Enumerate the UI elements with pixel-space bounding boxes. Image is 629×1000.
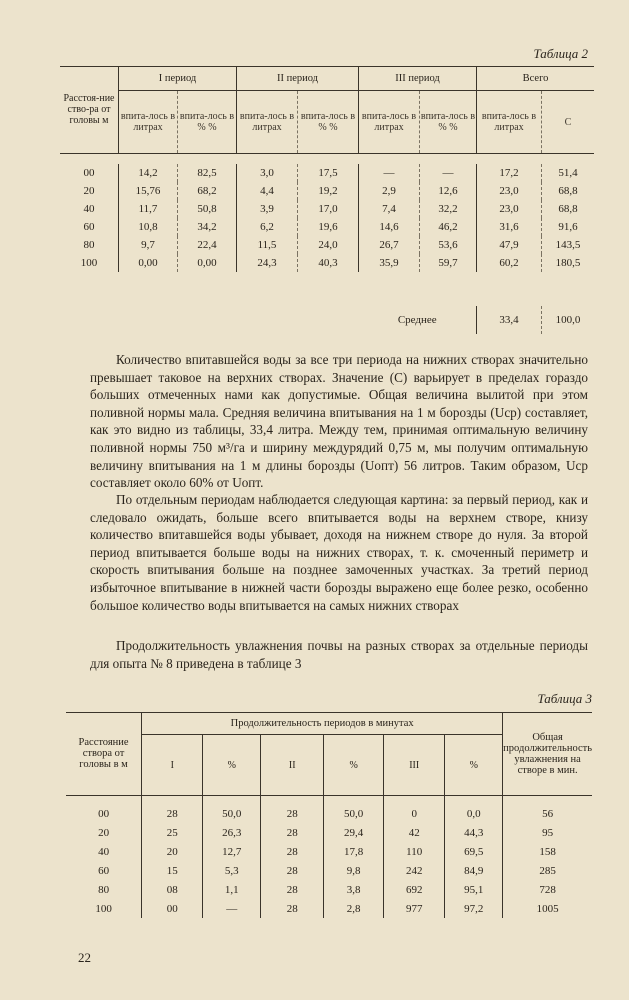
t2-cell: 53,6 [420,236,477,254]
t2-cell: 91,6 [542,218,595,236]
t2-cell: 47,9 [477,236,542,254]
table-2 [60,66,594,334]
paragraph-2: По отдельным периодам наблюдается следующая картина: за первый период, как и следовало ожидать, больше всего впитывается воды на верхнем створе, книзу количество впитавшейся воды убывает, доходя на нижнем створе до нуля. За второй период впитывается больше воды на нижних створах, т. к. смоченный периметр и скорость впитывания больше на позднее замоченных участках. За третий период избыточное впитывание в нижней части борозды выражено еще более резко, особенно большое количество воды впитывается на самых нижних створах [90,492,588,613]
t3-cell: — [203,899,261,918]
t3-cell: 42 [383,823,444,842]
t2-cell: 6,2 [237,218,298,236]
t2-cell: 23,0 [477,182,542,200]
t2-sub-liters: впита-лось в литрах [477,91,542,154]
t2-cell: 20 [83,185,95,197]
t3-cell: 158 [503,842,592,861]
t2-cell: 17,5 [298,164,359,182]
t2-cell: 34,2 [178,218,237,236]
t2-cell: 11,5 [237,236,298,254]
t3-head-col-5: III [383,735,444,796]
t2-cell: 17,2 [477,164,542,182]
t2-cell: 82,5 [178,164,237,182]
t2-cell: 12,6 [420,182,477,200]
t3-cell: 56 [503,796,592,824]
t2-cell: 3,9 [237,200,298,218]
t3-head-col-6: % [445,735,503,796]
t3-cell: 100 [95,902,112,915]
t2-head-distance: Расстоя-ние ство-ра от головы м [60,66,119,154]
table-row [66,823,592,842]
t3-cell: 285 [503,861,592,880]
t3-cell: 50,0 [203,796,261,824]
t3-cell: 80 [98,883,110,896]
t2-cell: 51,4 [542,164,595,182]
table-row [66,899,592,918]
t2-average-c: 100,0 [542,306,595,334]
t3-cell: 728 [503,880,592,899]
t2-cell: 68,8 [542,200,595,218]
t3-cell: 1005 [503,899,592,918]
page-number: 22 [78,950,91,965]
t2-cell: 4,4 [237,182,298,200]
t2-average-total: 33,4 [477,306,542,334]
t3-cell: 97,2 [445,899,503,918]
t2-cell: 143,5 [542,236,595,254]
t3-cell: 15 [142,861,203,880]
t3-cell: 20 [98,826,110,839]
t2-cell: 0,00 [178,254,237,272]
table-row [60,164,594,182]
table-row [66,861,592,880]
t3-cell: 692 [383,880,444,899]
t3-cell: 95,1 [445,880,503,899]
t2-average-row [60,306,594,334]
t2-head-period-2: II период [237,66,359,91]
t2-cell: 9,7 [119,236,178,254]
table-3-caption: Таблица 3 [537,691,592,706]
t2-cell: 32,2 [420,200,477,218]
t3-cell: 1,1 [203,880,261,899]
table-3 [66,712,592,918]
table-3-body [66,796,592,919]
t3-cell: 95 [503,823,592,842]
t2-head-period-1: I период [119,66,237,91]
t2-sub-liters: впита-лось в литрах [119,91,178,154]
t3-cell: 12,7 [203,842,261,861]
t3-cell: 110 [383,842,444,861]
t3-cell: 50,0 [324,796,384,824]
t3-cell: 84,9 [445,861,503,880]
t2-cell: 10,8 [119,218,178,236]
t3-head-total: Общая продолжительность увлажнения на створе в мин. [503,712,592,796]
t2-head-period-3: III период [359,66,477,91]
t2-cell: 68,8 [542,182,595,200]
table-row [60,182,594,200]
t2-cell: 15,76 [119,182,178,200]
t2-cell: 0,00 [119,254,178,272]
t3-cell: 977 [383,899,444,918]
t3-head-distance: Расстояние створа от головы в м [66,712,142,796]
table-row [60,218,594,236]
t2-cell: 7,4 [359,200,420,218]
t3-cell: 26,3 [203,823,261,842]
t2-cell: 26,7 [359,236,420,254]
t3-cell: 20 [142,842,203,861]
t2-cell: — [359,164,420,182]
table-row [60,200,594,218]
t3-cell: 00 [142,899,203,918]
t2-cell: 60 [83,221,95,233]
t2-sub-liters: впита-лось в литрах [359,91,420,154]
t2-cell: 80 [83,239,95,251]
t3-cell: 28 [261,796,324,824]
t3-cell: 5,3 [203,861,261,880]
t3-head-col-2: % [203,735,261,796]
t2-head-total: Всего [477,66,595,91]
t2-sub-pct: впита-лось в % % [298,91,359,154]
t3-cell: 2,8 [324,899,384,918]
t3-head-col-3: II [261,735,324,796]
t3-head-group: Продолжительность периодов в минутах [142,712,503,735]
t3-cell: 69,5 [445,842,503,861]
t3-cell: 60 [98,864,110,877]
t3-cell: 08 [142,880,203,899]
t3-cell: 40 [98,845,110,858]
t2-cell: 35,9 [359,254,420,272]
t3-cell: 44,3 [445,823,503,842]
t3-cell: 0 [383,796,444,824]
t3-cell: 0,0 [445,796,503,824]
t2-cell: 40,3 [298,254,359,272]
t2-cell: 19,2 [298,182,359,200]
t3-cell: 28 [261,880,324,899]
t2-cell: 14,6 [359,218,420,236]
t3-cell: 242 [383,861,444,880]
t2-sub-pct: впита-лось в % % [420,91,477,154]
paragraph-3: Продолжительность увлажнения почвы на разных створах за отдельные периоды для опыта № 8 приведена в таблице 3 [90,638,588,671]
t3-head-col-1: I [142,735,203,796]
t2-cell: 14,2 [119,164,178,182]
table-row [60,254,594,272]
table-2-body [60,154,594,335]
t3-cell: 9,8 [324,861,384,880]
t2-cell: 68,2 [178,182,237,200]
t2-cell: 100 [80,257,98,269]
t2-cell: 40 [83,203,95,215]
t2-sub-pct: впита-лось в % % [178,91,237,154]
t3-cell: 28 [142,796,203,824]
table-2-caption: Таблица 2 [533,46,588,61]
t3-cell: 00 [98,807,110,820]
t2-cell: 60,2 [477,254,542,272]
t2-cell: 17,0 [298,200,359,218]
t2-cell: 22,4 [178,236,237,254]
t2-cell: 11,7 [119,200,178,218]
t2-cell: 19,6 [298,218,359,236]
t3-cell: 28 [261,823,324,842]
t2-average-label: Среднее [397,314,437,326]
t3-cell: 28 [261,861,324,880]
t2-sub-c: С [542,91,595,154]
paragraph-1: Количество впитавшейся воды за все три периода на нижних створах значительно превышает таковое на верхних створах. Значение (С) варьирует в пределах гораздо больших отмеченных нами как допустимые. Общая величина вылитой при этом поливной нормы мала. Средняя величина впитывания на 1 м борозды (Uср) составляет, как это видно из таблицы, 33,4 литра. Между тем, принимая оптимальную величину поливной нормы 750 м³/га и ширину междурядий 0,75 м, мы получим оптимальную величину впитывания на 1 м длины борозды (Uопт) 56 литров. Таким образом, Uср составляет около 60% от Uопт. [90,352,588,491]
t2-cell: 180,5 [542,254,595,272]
table-row [66,842,592,861]
t2-cell: 50,8 [178,200,237,218]
t3-cell: 25 [142,823,203,842]
table-row [60,236,594,254]
t2-cell: 24,3 [237,254,298,272]
t2-cell: 46,2 [420,218,477,236]
table-row [66,880,592,899]
t3-cell: 3,8 [324,880,384,899]
table-row [66,796,592,824]
t2-cell: — [420,164,477,182]
t2-sub-liters: впита-лось в литрах [237,91,298,154]
t2-cell: 23,0 [477,200,542,218]
t2-cell: 59,7 [420,254,477,272]
t2-cell: 2,9 [359,182,420,200]
t2-cell: 00 [83,167,95,179]
t2-cell: 31,6 [477,218,542,236]
t3-cell: 28 [261,899,324,918]
t3-cell: 29,4 [324,823,384,842]
t3-cell: 28 [261,842,324,861]
t3-head-col-4: % [324,735,384,796]
t3-cell: 17,8 [324,842,384,861]
t2-cell: 3,0 [237,164,298,182]
t2-cell: 24,0 [298,236,359,254]
